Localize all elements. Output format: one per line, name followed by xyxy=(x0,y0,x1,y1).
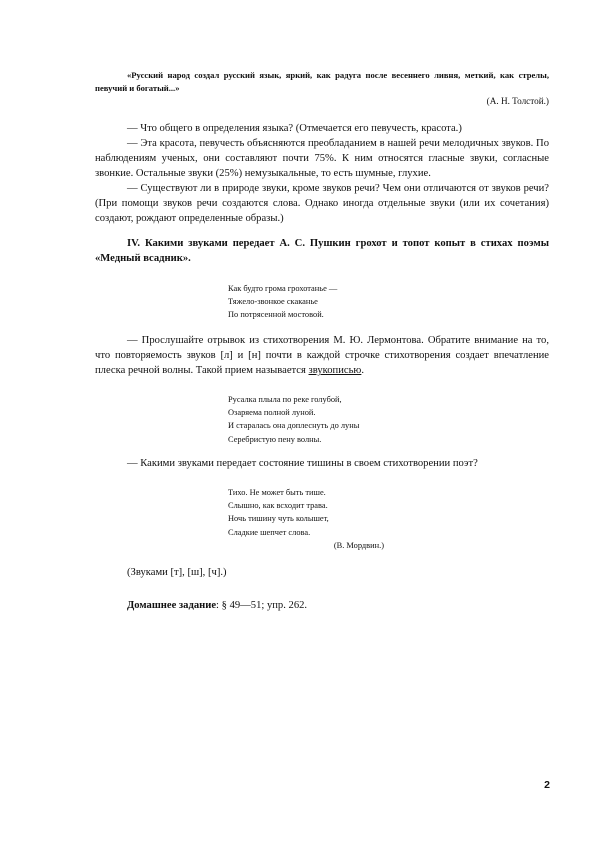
poem-line: Русалка плыла по реке голубой, xyxy=(228,395,342,404)
lermontov-block xyxy=(95,333,549,378)
poem-line: Тяжело-звонкое скаканье xyxy=(228,297,318,307)
poem-line: Сладкие шепчет слова. xyxy=(228,527,311,537)
page-number: 2 xyxy=(544,779,550,791)
poem-mordvin xyxy=(228,486,384,552)
poem-line: Серебристую пену волны. xyxy=(228,434,322,444)
poem-line: Озаряема полной луной. xyxy=(228,408,316,418)
poem-line: И старалась она доплеснуть до луны xyxy=(228,421,360,431)
homework-text: : § 49—51; упр. 262. xyxy=(216,600,308,611)
lermontov-text: — Прослушайте отрывок из стихотворения М. Ю. Лермонтова. Обратите внимание на то, что повторяемость звуков [л] и [н] почти в каждой строчке стихотворения создает впечатление плеска речной волны. Такой прием называется xyxy=(95,335,549,376)
poem-line: По потрясенной мостовой. xyxy=(228,310,324,320)
answer-1: — Эта красота, певучесть объясняются преобладанием в нашей речи мелодичных звуков. По наблюдениям ученых, они составляют почти 75%. К ним относятся гласные звуки, согласные звонкие. Остальные звуки (25%) немузыкальные, то есть шумные, глухие. xyxy=(95,138,549,179)
poem-line: Ночь тишину чуть колышет, xyxy=(228,514,329,524)
poem-pushkin xyxy=(228,282,337,322)
section-4 xyxy=(95,236,549,266)
section-4-heading: IV. Какими звуками передает А. С. Пушкин грохот и топот копыт в стихах поэмы «Медный всадник». xyxy=(95,238,549,264)
homework-label: Домашнее задание xyxy=(127,600,217,611)
poem-lermontov xyxy=(228,393,359,446)
epigraph-quote: «Русский народ создал русский язык, яркий, как радуга после весеннего ливня, меткий, как стрелы, певучий и богатый...» xyxy=(95,70,549,93)
question-3-block xyxy=(95,456,549,471)
sounds-note-block xyxy=(95,565,549,580)
epigraph-block xyxy=(95,69,549,108)
homework xyxy=(95,598,549,613)
poem-line: Тихо. Не может быть тише. xyxy=(228,488,326,497)
lermontov-paragraph xyxy=(95,333,549,378)
discussion-block xyxy=(95,121,549,226)
poem-author: (В. Мордвин.) xyxy=(333,540,384,550)
lermontov-end: . xyxy=(361,365,364,376)
question-1: — Что общего в определения языка? (Отмечается его певучесть, красота.) xyxy=(127,123,462,134)
question-3: — Какими звуками передает состояние тишины в своем стихотворении поэт? xyxy=(127,458,478,469)
epigraph-author: (А. Н. Толстой.) xyxy=(486,96,549,106)
poem-line: Слышно, как всходит трава. xyxy=(228,501,328,511)
sounds-note: (Звуками [т], [ш], [ч].) xyxy=(127,567,227,578)
homework-block xyxy=(95,598,549,613)
term-zvukopis: звукописью xyxy=(308,365,362,376)
question-2: — Существуют ли в природе звуки, кроме звуков речи? Чем они отличаются от звуков речи? (При помощи звуков речи создаются слова. Однако иногда отдельные звуки (или их сочетания) создают, рождают определенные образы.) xyxy=(95,183,549,224)
poem-line: Как будто грома грохотанье — xyxy=(228,284,338,293)
